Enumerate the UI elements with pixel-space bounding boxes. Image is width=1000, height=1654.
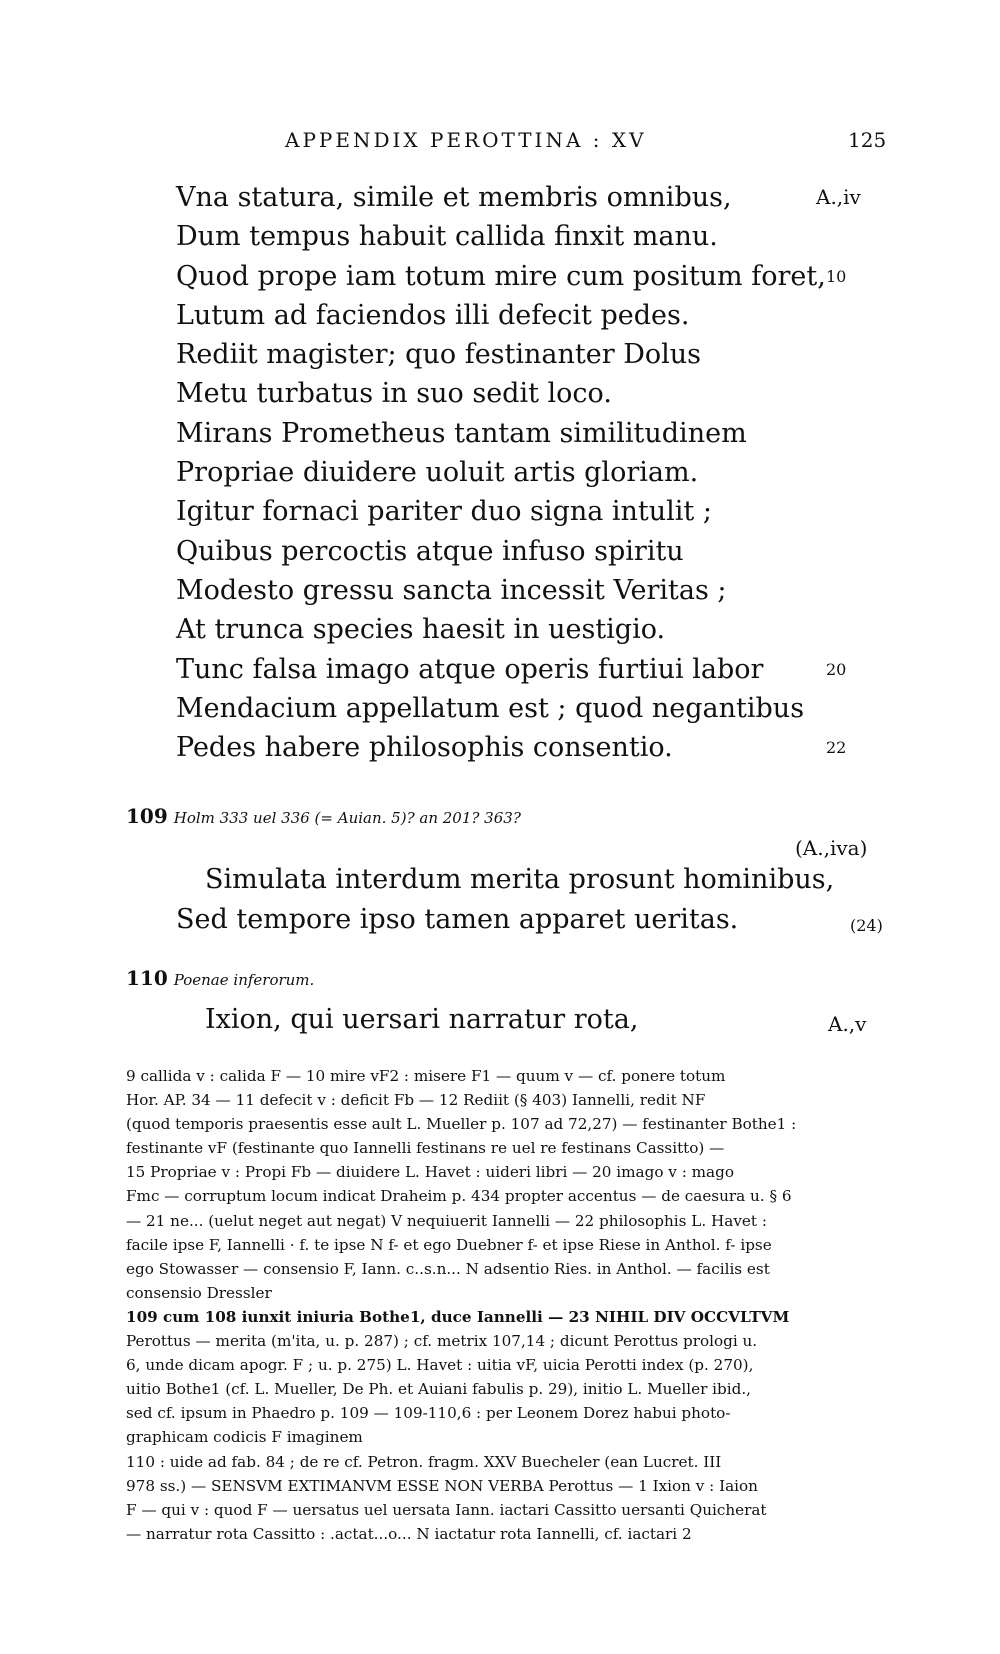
verse-text: Mendacium appellatum est ; quod negantibus	[176, 692, 805, 724]
verse-line	[176, 374, 896, 413]
verse-text: At trunca species haesit in uestigio.	[176, 614, 666, 646]
apparatus-line: facile ipse F, Iannelli · f. te ipse N f- et ego Duebner f- et ipse Riese in Anthol. f- ipse	[126, 1235, 772, 1254]
verse-line	[176, 335, 896, 374]
line-number: 10	[826, 266, 847, 286]
verse-text: Vna statura, simile et membris omnibus,	[176, 182, 732, 213]
fable-110-line-1: Ixion, qui uersari narratur rota,	[205, 1004, 639, 1035]
fable-number: 110	[126, 966, 168, 990]
apparatus-line: Perottus — merita (m'ita, u. p. 287) ; cf. metrix 107,14 ; dicunt Perottus prologi u.	[126, 1332, 758, 1351]
verse-text: Quibus percoctis atque infuso spiritu	[176, 535, 684, 567]
running-title: APPENDIX PEROTTINA : XV	[285, 128, 647, 152]
apparatus-line: consensio Dressler	[126, 1283, 272, 1302]
page-header	[0, 128, 1000, 158]
verse-line	[176, 532, 896, 571]
apparatus-line: 9 callida v : calida F — 10 mire vF2 : misere F1 — quum v — cf. ponere totum	[126, 1067, 726, 1085]
verse-line	[176, 650, 896, 689]
apparatus-line: 6, unde dicam apogr. F ; u. p. 275) L. Havet : uitia vF, uicia Perotti index (p. 270),	[126, 1356, 754, 1375]
fable-110-heading	[126, 966, 314, 990]
verse-text: Pedes habere philosophis consentio.	[176, 732, 673, 764]
verse-text: Mirans Prometheus tantam similitudinem	[176, 417, 747, 449]
marginal-reference: A.,iv	[816, 185, 861, 209]
verse-text: Propriae diuidere uoluit artis gloriam.	[176, 457, 699, 489]
verse-text: Tunc falsa imago atque operis furtiui labor	[176, 653, 764, 685]
verse-line	[176, 217, 896, 256]
apparatus-line: graphicam codicis F imaginem	[126, 1428, 363, 1447]
apparatus-line: (quod temporis praesentis esse ault L. Mueller p. 107 ad 72,27) — festinanter Bothe1 :	[126, 1115, 797, 1134]
fable-110-marginal: A.,v	[828, 1012, 867, 1036]
page-number: 125	[848, 128, 887, 152]
fable-109-marginal: (A.,iva)	[795, 836, 868, 860]
verse-text: Rediit magister; quo festinanter Dolus	[176, 339, 701, 371]
fable-title: Holm 333 uel 336 (= Auian. 5)? an 201? 363?	[173, 809, 521, 827]
verse-line	[176, 453, 896, 492]
verse-line	[176, 296, 896, 335]
apparatus-line: — narratur rota Cassitto : .actat...o... N iactatur rota Iannelli, cf. iactari 2	[126, 1524, 692, 1543]
apparatus-line: sed cf. ipsum in Phaedro p. 109 — 109-110,6 : per Leonem Dorez habui photo-	[126, 1404, 731, 1423]
verse-line	[176, 257, 896, 296]
apparatus-line: festinante vF (festinante quo Iannelli festinans re uel re festinans Cassitto) —	[126, 1139, 725, 1158]
fable-109-line-1: Simulata interdum merita prosunt hominibus,	[205, 864, 835, 895]
verse-line	[176, 178, 896, 217]
verse-text: Metu turbatus in suo sedit loco.	[176, 378, 612, 410]
apparatus-line: F — qui v : quod F — uersatus uel uersata Iann. iactari Cassitto uersanti Quicherat	[126, 1500, 767, 1519]
verse-line	[176, 571, 896, 610]
verse-text: Lutum ad faciendos illi defecit pedes.	[176, 299, 690, 331]
apparatus-line: 109 cum 108 iunxit iniuria Bothe1, duce Iannelli — 23 NIHIL DIV OCCVLTVM	[126, 1307, 790, 1326]
fable-109-heading	[126, 804, 521, 828]
apparatus-line: — 21 ne... (uelut neget aut negat) V nequiuerit Iannelli — 22 philosophis L. Havet :	[126, 1211, 767, 1230]
verse-block-main	[176, 178, 896, 767]
apparatus-line: ego Stowasser — consensio F, Iann. c..s.n... N adsentio Ries. in Anthol. — facilis est	[126, 1259, 770, 1278]
fable-109-line-number: (24)	[850, 916, 883, 935]
fable-number: 109	[126, 804, 168, 828]
apparatus-line: uitio Bothe1 (cf. L. Mueller, De Ph. et Auiani fabulis p. 29), initio L. Mueller ibid.,	[126, 1380, 751, 1399]
critical-apparatus	[126, 1064, 876, 1546]
apparatus-line: Hor. AP. 34 — 11 defecit v : deficit Fb — 12 Rediit (§ 403) Iannelli, redit NF	[126, 1091, 706, 1110]
apparatus-line: 978 ss.) — SENSVM EXTIMANVM ESSE NON VERBA Perottus — 1 Ixion v : Iaion	[126, 1476, 758, 1495]
verse-line	[176, 689, 896, 728]
line-number: 20	[826, 659, 847, 679]
line-number: 22	[826, 738, 847, 758]
verse-line	[176, 610, 896, 649]
verse-text: Quod prope iam totum mire cum positum foret,	[176, 260, 826, 292]
fable-109-line-2: Sed tempore ipso tamen apparet ueritas.	[176, 904, 739, 935]
verse-text: Igitur fornaci pariter duo signa intulit ;	[176, 496, 712, 528]
apparatus-line: Fmc — corruptum locum indicat Draheim p. 434 propter accentus — de caesura u. § 6	[126, 1187, 792, 1206]
verse-line	[176, 492, 896, 531]
verse-line	[176, 414, 896, 453]
verse-line	[176, 728, 896, 767]
apparatus-line: 110 : uide ad fab. 84 ; de re cf. Petron. fragm. XXV Buecheler (ean Lucret. III	[126, 1452, 722, 1471]
verse-text: Dum tempus habuit callida finxit manu.	[176, 221, 718, 253]
fable-title: Poenae inferorum.	[173, 971, 315, 989]
apparatus-line: 15 Propriae v : Propi Fb — diuidere L. Havet : uideri libri — 20 imago v : mago	[126, 1163, 734, 1182]
verse-text: Modesto gressu sancta incessit Veritas ;	[176, 574, 727, 606]
